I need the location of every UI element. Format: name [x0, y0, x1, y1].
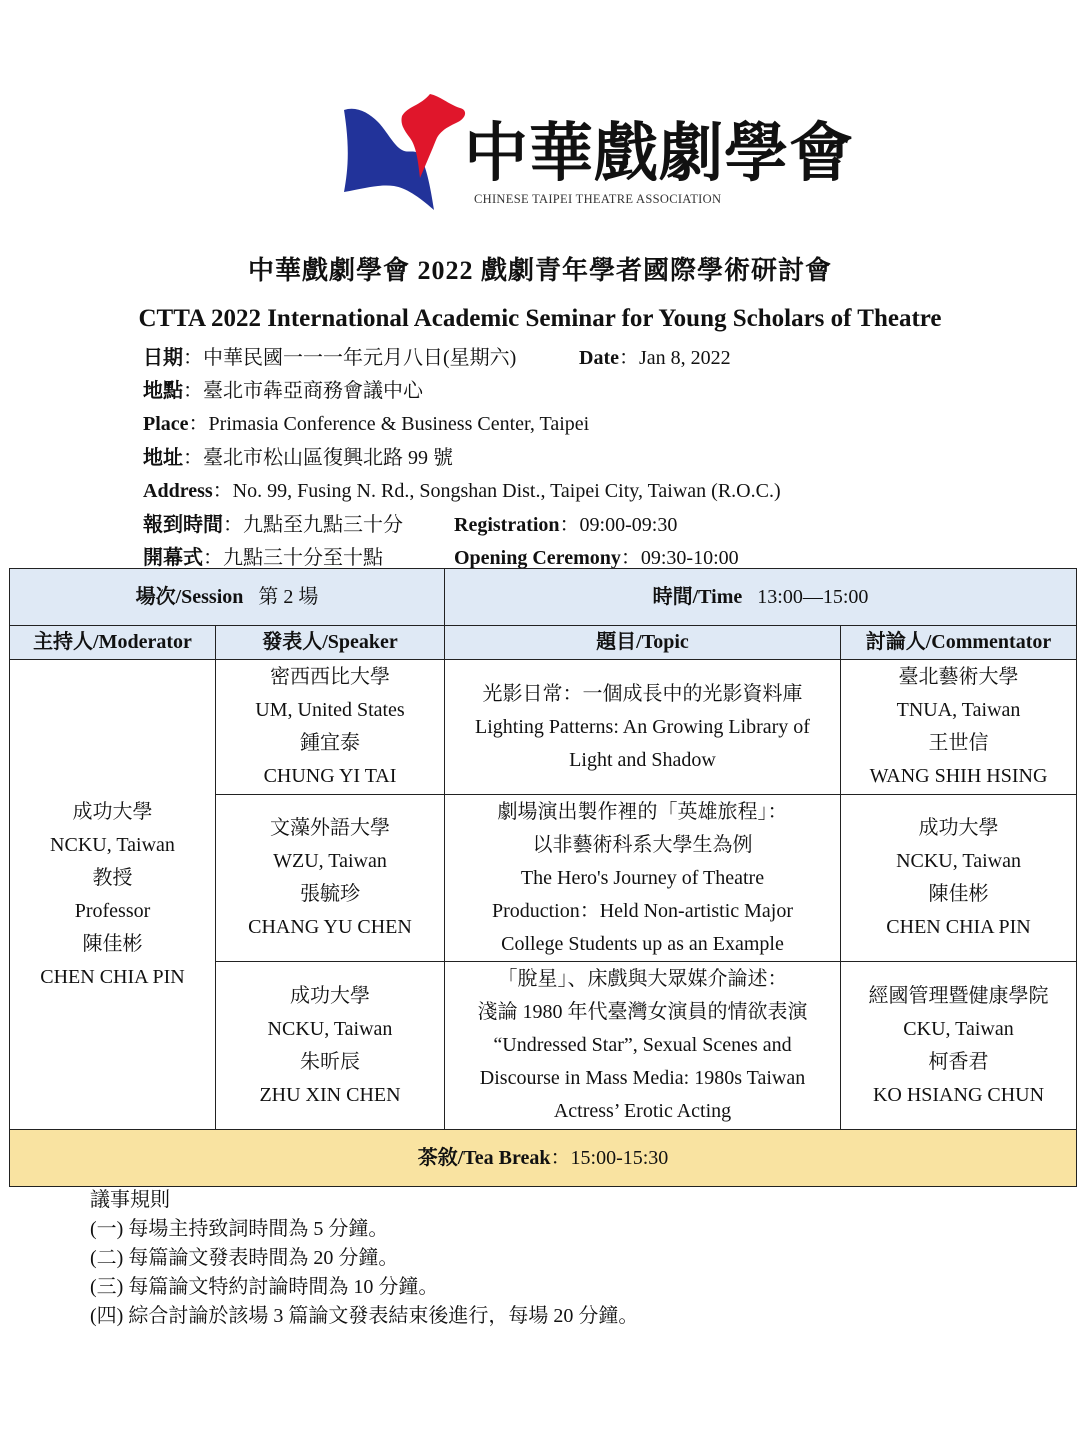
commentator-line: 柯香君: [928, 1050, 989, 1073]
rule-item: (二) 每篇論文發表時間為 20 分鐘。: [90, 1247, 399, 1269]
moderator-line: 成功大學: [72, 800, 153, 823]
address-value-en: ：No. 99, Fusing N. Rd., Songshan Dist., Taipei City, Taiwan (R.O.C.): [212, 480, 781, 502]
time-cell: [445, 569, 1077, 626]
session-label: 場次/Session: [135, 585, 244, 608]
association-logo: [336, 88, 854, 216]
topic-line: Actress’ Erotic Acting: [553, 1100, 732, 1122]
registration-label-cn: 報到時間: [143, 514, 223, 536]
venue-label-cn: 地點: [143, 380, 183, 402]
tea-break-label: 茶敘/Tea Break: [417, 1146, 551, 1169]
topic-cell: [445, 962, 841, 1130]
topic-cell: [445, 795, 841, 962]
speaker-line: 鍾宜泰: [300, 732, 360, 754]
column-header-moderator: 主持人/Moderator: [10, 626, 216, 660]
column-header-speaker: 發表人/Speaker: [216, 626, 445, 660]
column-header-commentator: 討論人/Commentator: [841, 626, 1077, 660]
commentator-cell: [841, 660, 1077, 795]
theatre-mask-logo-icon: [336, 88, 466, 216]
speaker-line: 張毓珍: [300, 883, 360, 905]
speaker-line: 成功大學: [290, 984, 370, 1007]
meeting-rules: [90, 1186, 638, 1331]
tea-break-cell: [10, 1130, 1077, 1187]
session-value: 第 2 場: [258, 585, 319, 608]
speaker-cell: [216, 660, 445, 795]
speaker-line: NCKU, Taiwan: [267, 1017, 393, 1040]
date-label-en: Date: [579, 347, 619, 369]
info-venue-line: [143, 374, 423, 403]
rule-item: (一) 每場主持致詞時間為 5 分鐘。: [90, 1218, 389, 1240]
speaker-line: 文藻外語大學: [270, 817, 390, 839]
info-place-line: [143, 407, 589, 436]
topic-line: The Hero's Journey of Theatre: [520, 866, 765, 889]
tea-break-time: ：15:00-15:30: [550, 1146, 669, 1169]
table-row: [10, 660, 1077, 795]
commentator-line: 臺北藝術大學: [898, 666, 1019, 688]
time-value: 13:00—15:00: [757, 585, 869, 608]
speaker-line: CHUNG YI TAI: [263, 765, 397, 787]
topic-line: 劇場演出製作裡的「英雄旅程」：: [497, 800, 788, 823]
session-header-row: [10, 569, 1077, 626]
speaker-cell: [216, 795, 445, 962]
date-en: [579, 341, 731, 370]
speaker-line: UM, United States: [255, 699, 405, 721]
address-label-cn: 地址: [143, 447, 183, 469]
column-header-topic: 題目/Topic: [445, 626, 841, 660]
opening-label-cn: 開幕式: [143, 547, 203, 569]
column-header-row: [10, 626, 1077, 660]
commentator-line: KO HSIANG CHUN: [872, 1083, 1045, 1106]
speaker-line: 密西西比大學: [270, 666, 390, 688]
place-value-en: ：Primasia Conference & Business Center, Taipei: [188, 413, 590, 435]
info-opening-line: [143, 541, 739, 570]
commentator-line: NCKU, Taiwan: [896, 850, 1021, 872]
topic-line: 「脫星」、床戲與大眾媒介論述：: [497, 968, 788, 990]
commentator-line: 成功大學: [918, 817, 999, 839]
opening-value-cn: ：九點三十分至十點: [203, 547, 383, 569]
opening-value-en: ：09:30-10:00: [620, 547, 739, 569]
logo-english-name: CHINESE TAIPEI THEATRE ASSOCIATION: [474, 192, 722, 206]
time-label: 時間/Time: [652, 585, 743, 608]
commentator-cell: [841, 962, 1077, 1130]
moderator-line: 教授: [92, 866, 133, 889]
commentator-line: TNUA, Taiwan: [896, 699, 1021, 721]
date-value-en: ：Jan 8, 2022: [618, 347, 731, 369]
place-label-en: Place: [143, 413, 189, 435]
topic-line: Discourse in Mass Media: 1980s Taiwan: [479, 1067, 806, 1089]
page-title-english: CTTA 2022 International Academic Seminar for Young Scholars of Theatre: [138, 305, 942, 332]
topic-line: 淺論 1980 年代臺灣女演員的情欲表演: [477, 1001, 808, 1023]
page-title-chinese: 中華戲劇學會 2022 戲劇青年學者國際學術研討會: [247, 256, 832, 285]
rules-title: 議事規則: [90, 1189, 170, 1211]
topic-line: 光影日常：一個成長中的光影資料庫: [482, 682, 803, 705]
moderator-line: NCKU, Taiwan: [50, 833, 175, 856]
rule-item: (四) 綜合討論於該場 3 篇論文發表結束後進行，每場 20 分鐘。: [90, 1305, 639, 1327]
topic-line: Lighting Patterns: An Growing Library of: [475, 715, 810, 738]
commentator-line: WANG SHIH HSING: [869, 765, 1048, 787]
registration-value-en: ：09:00-09:30: [559, 514, 678, 536]
speaker-line: CHANG YU CHEN: [248, 916, 412, 938]
topic-line: “Undressed Star”, Sexual Scenes and: [493, 1034, 792, 1056]
address-value-cn: ：臺北市松山區復興北路 99 號: [183, 447, 453, 469]
info-registration-line: [143, 508, 678, 537]
topic-line: Light and Shadow: [569, 748, 716, 771]
speaker-cell: [216, 962, 445, 1130]
venue-value-cn: ：臺北市犇亞商務會議中心: [183, 380, 423, 402]
speaker-line: WZU, Taiwan: [273, 850, 387, 872]
topic-cell: [445, 660, 841, 795]
date-value-cn: ：中華民國一一一年元月八日(星期六): [183, 347, 517, 369]
tea-break-row: [10, 1130, 1077, 1187]
commentator-line: CKU, Taiwan: [903, 1017, 1014, 1040]
session-cell: [10, 569, 445, 626]
date-label-cn: 日期: [143, 347, 183, 369]
address-label-en: Address: [143, 480, 213, 502]
registration-value-cn: ：九點至九點三十分: [223, 514, 403, 536]
logo-chinese-name: 中華戲劇學會: [464, 116, 854, 191]
commentator-cell: [841, 795, 1077, 962]
opening-label-en: Opening Ceremony: [454, 547, 621, 569]
moderator-line: Professor: [74, 899, 151, 922]
moderator-line: 陳佳彬: [82, 932, 143, 955]
commentator-line: CHEN CHIA PIN: [886, 916, 1031, 938]
speaker-line: ZHU XIN CHEN: [259, 1083, 401, 1106]
registration-label-en: Registration: [454, 514, 560, 536]
topic-line: Production：Held Non-artistic Major: [491, 899, 794, 922]
session-schedule-table: [9, 568, 1077, 1187]
registration-en: [454, 508, 677, 537]
commentator-line: 王世信: [928, 732, 989, 754]
info-address-cn-line: [143, 441, 453, 470]
speaker-line: 朱昕辰: [300, 1050, 360, 1073]
commentator-line: 經國管理暨健康學院: [868, 984, 1049, 1007]
info-date-line: [143, 341, 731, 370]
info-address-en-line: [143, 474, 781, 503]
rule-item: (三) 每篇論文特約討論時間為 10 分鐘。: [90, 1276, 439, 1298]
topic-line: College Students up as an Example: [501, 932, 784, 955]
topic-line: 以非藝術科系大學生為例: [532, 833, 753, 856]
opening-en: [454, 541, 739, 570]
commentator-line: 陳佳彬: [928, 883, 989, 905]
moderator-cell: [10, 660, 216, 1130]
moderator-line: CHEN CHIA PIN: [40, 965, 185, 988]
